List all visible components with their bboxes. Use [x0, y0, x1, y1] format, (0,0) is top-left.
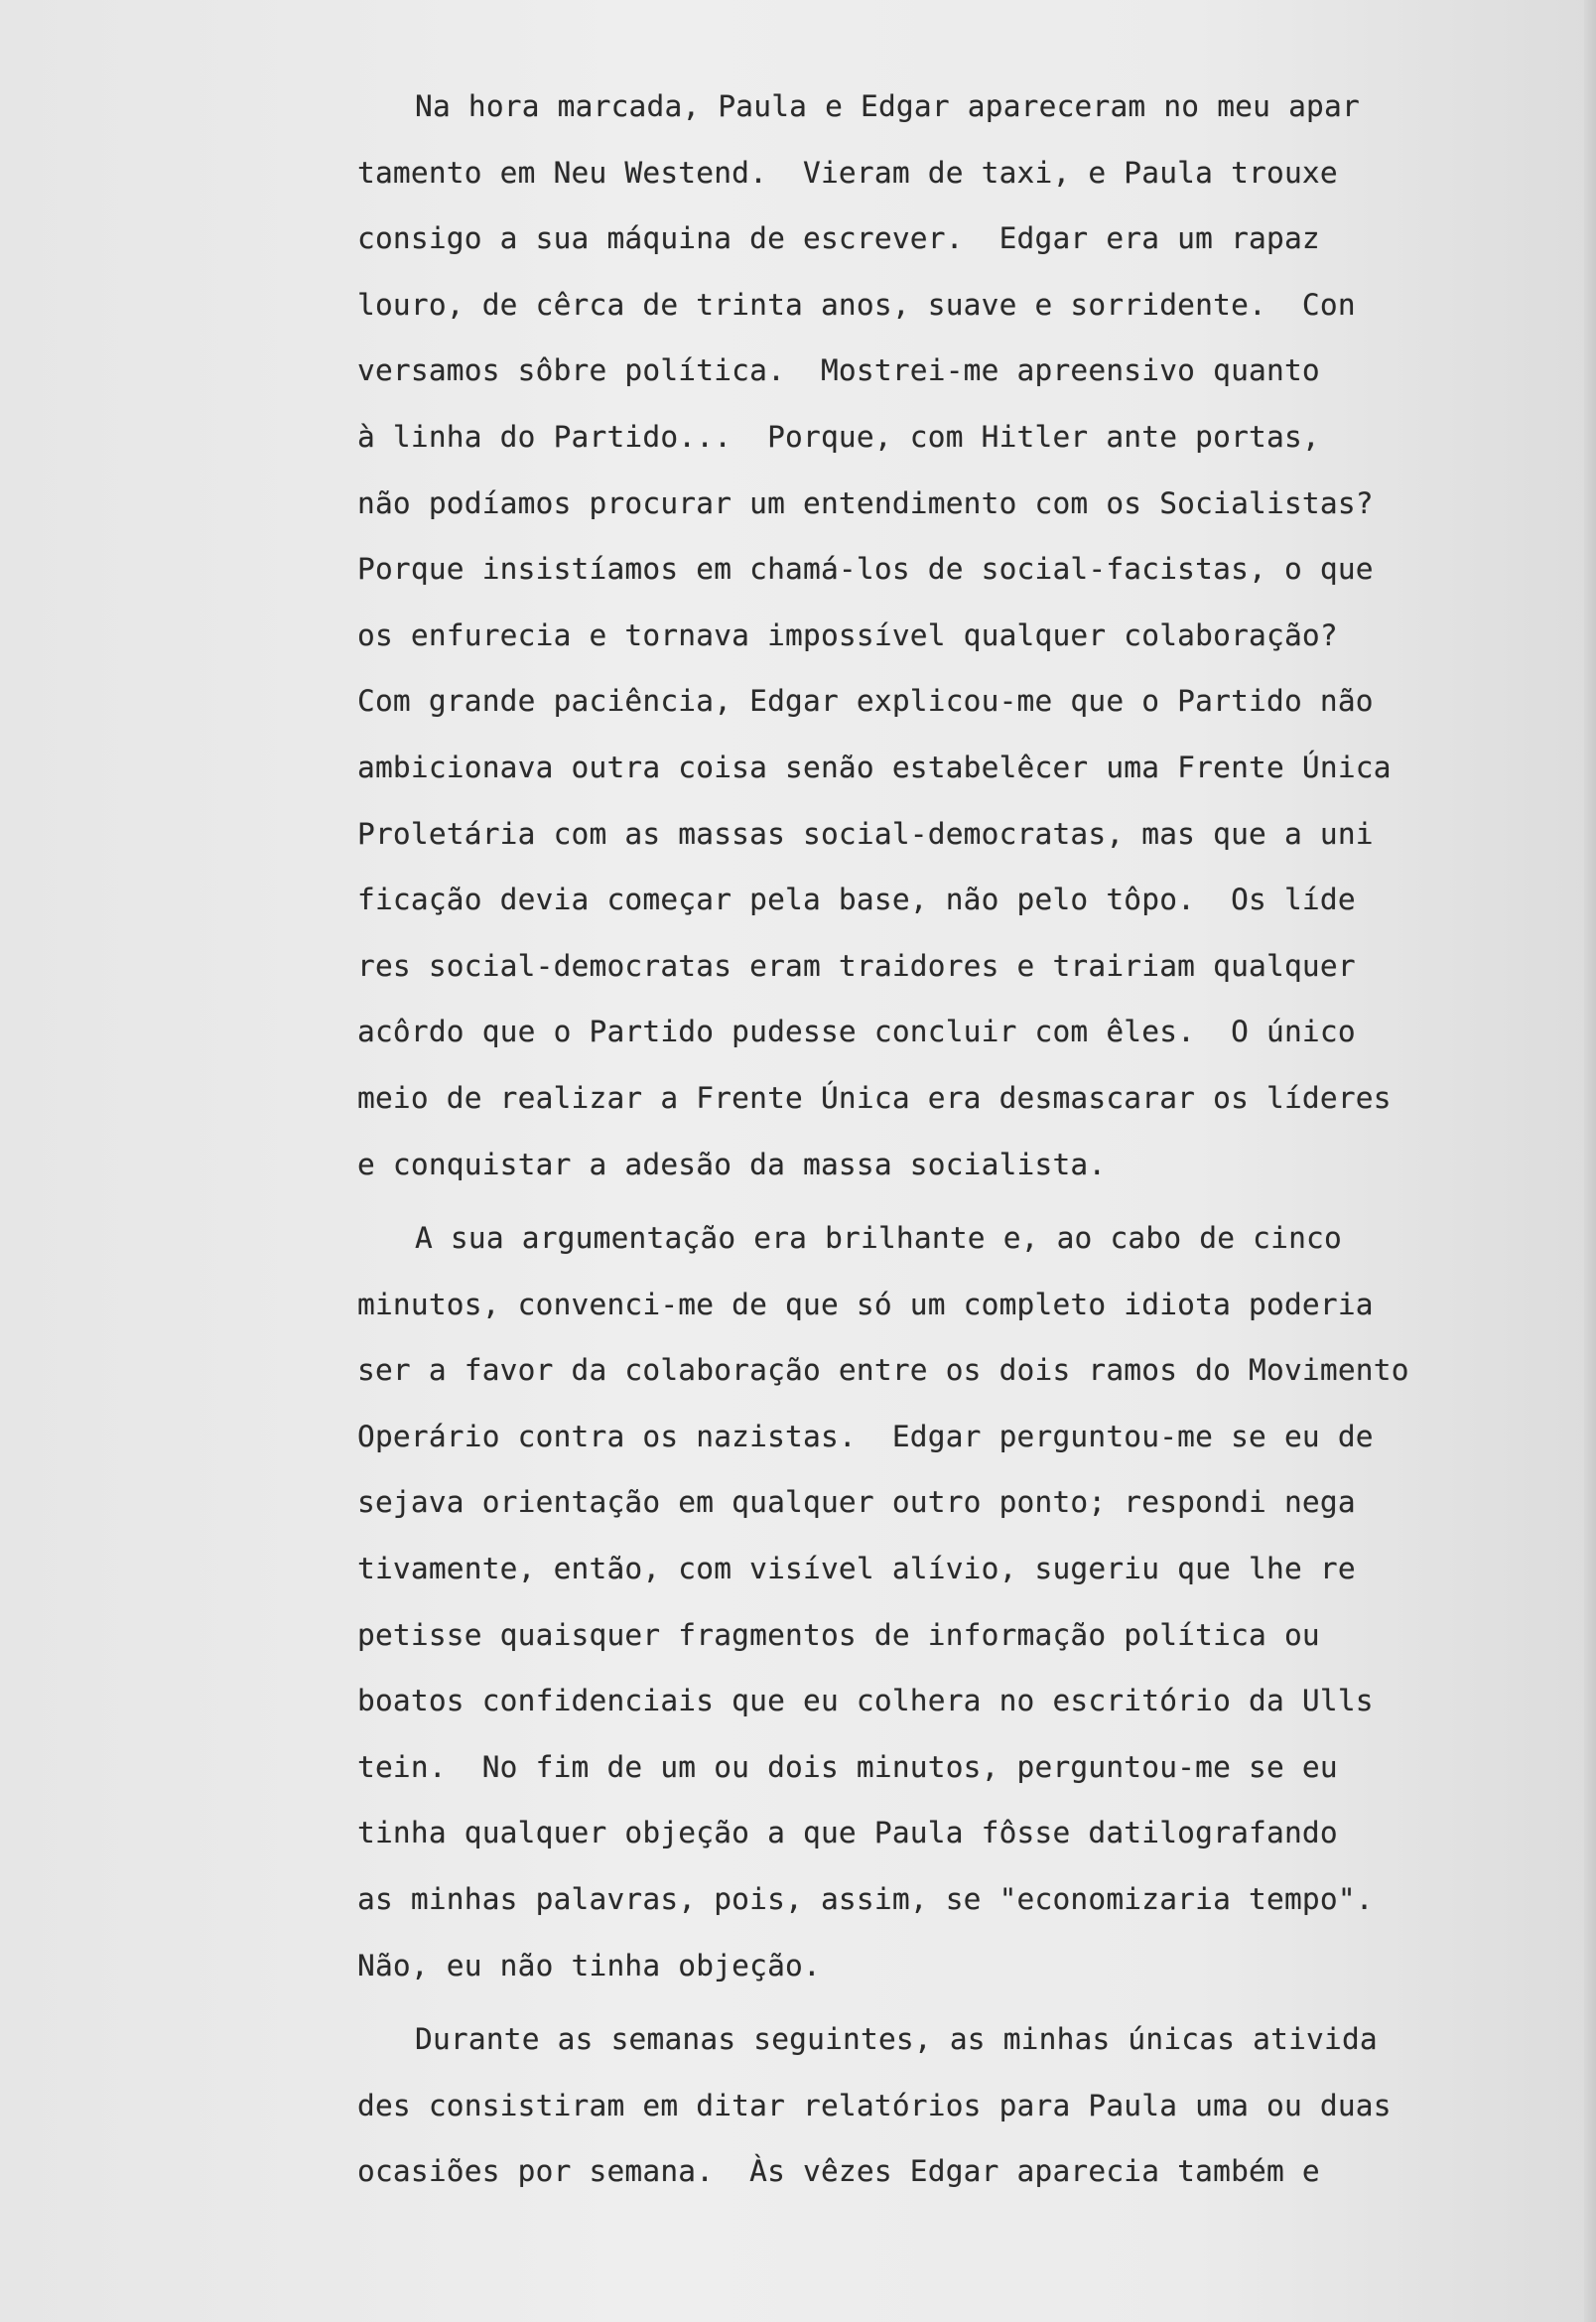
text-line: Operário contra os nazistas. Edgar perguntou-me se eu de [357, 1419, 1374, 1453]
text-line: ser a favor da colaboração entre os dois ramos do Movimento [357, 1353, 1409, 1388]
text-line: ocasiões por semana. Às vêzes Edgar aparecia também e [357, 2154, 1320, 2189]
text-line: à linha do Partido... Porque, com Hitler ante portas, [357, 419, 1320, 454]
text-line: tamento em Neu Westend. Vieram de taxi, e Paula trouxe [357, 155, 1338, 190]
text-line: versamos sôbre política. Mostrei-me apreensivo quanto [357, 353, 1320, 388]
text-line: A sua argumentação era brilhante e, ao cabo de cinco [415, 1221, 1342, 1256]
paragraph-1 [357, 73, 1489, 1197]
text-line: des consistiram em ditar relatórios para Paula uma ou duas [357, 2088, 1392, 2122]
text-line: louro, de cêrca de trinta anos, suave e sorridente. Con [357, 287, 1356, 322]
text-line: minutos, convenci-me de que só um completo idiota poderia [357, 1287, 1374, 1321]
text-line: petisse quaisquer fragmentos de informação política ou [357, 1617, 1320, 1652]
text-line: não podíamos procurar um entendimento com os Socialistas? [357, 485, 1374, 520]
text-line: meio de realizar a Frente Única era desmascarar os líderes [357, 1080, 1392, 1115]
text-line: Proletária com as massas social-democratas, mas que a uni [357, 816, 1374, 851]
text-line: tein. No fim de um ou dois minutos, perguntou-me se eu [357, 1749, 1338, 1784]
paragraph-3 [357, 2006, 1489, 2205]
text-line: Na hora marcada, Paula e Edgar apareceram no meu apar [415, 89, 1360, 123]
text-line: acôrdo que o Partido pudesse concluir com êles. O único [357, 1015, 1356, 1049]
paragraph-2 [357, 1205, 1489, 1998]
text-line: ambicionava outra coisa senão estabelêcer uma Frente Única [357, 750, 1392, 784]
text-line: Durante as semanas seguintes, as minhas únicas ativida [415, 2022, 1378, 2057]
text-line: Não, eu não tinha objeção. [357, 1948, 821, 1982]
text-line: os enfurecia e tornava impossível qualquer colaboração? [357, 617, 1338, 652]
text-line: sejava orientação em qualquer outro ponto; respondi nega [357, 1485, 1356, 1520]
text-line: ficação devia começar pela base, não pelo tôpo. Os líde [357, 883, 1356, 917]
text-line: res social-democratas eram traidores e trairiam qualquer [357, 948, 1356, 983]
paper-edge-shadow [1584, 0, 1596, 2322]
text-line: as minhas palavras, pois, assim, se "economizaria tempo". [357, 1882, 1374, 1917]
paragraph-spacer [357, 1197, 1489, 1205]
text-line: boatos confidenciais que eu colhera no escritório da Ulls [357, 1684, 1374, 1718]
text-line: e conquistar a adesão da massa socialista. [357, 1147, 1107, 1181]
text-line: Com grande paciência, Edgar explicou-me que o Partido não [357, 684, 1374, 719]
text-line: tivamente, então, com visível alívio, sugeriu que lhe re [357, 1552, 1356, 1586]
text-line: consigo a sua máquina de escrever. Edgar era um rapaz [357, 221, 1320, 256]
text-line: tinha qualquer objeção a que Paula fôsse datilografando [357, 1816, 1338, 1850]
typewritten-page [357, 73, 1489, 2205]
text-line: Porque insistíamos em chamá-los de social-facistas, o que [357, 552, 1374, 587]
paragraph-spacer [357, 1998, 1489, 2006]
